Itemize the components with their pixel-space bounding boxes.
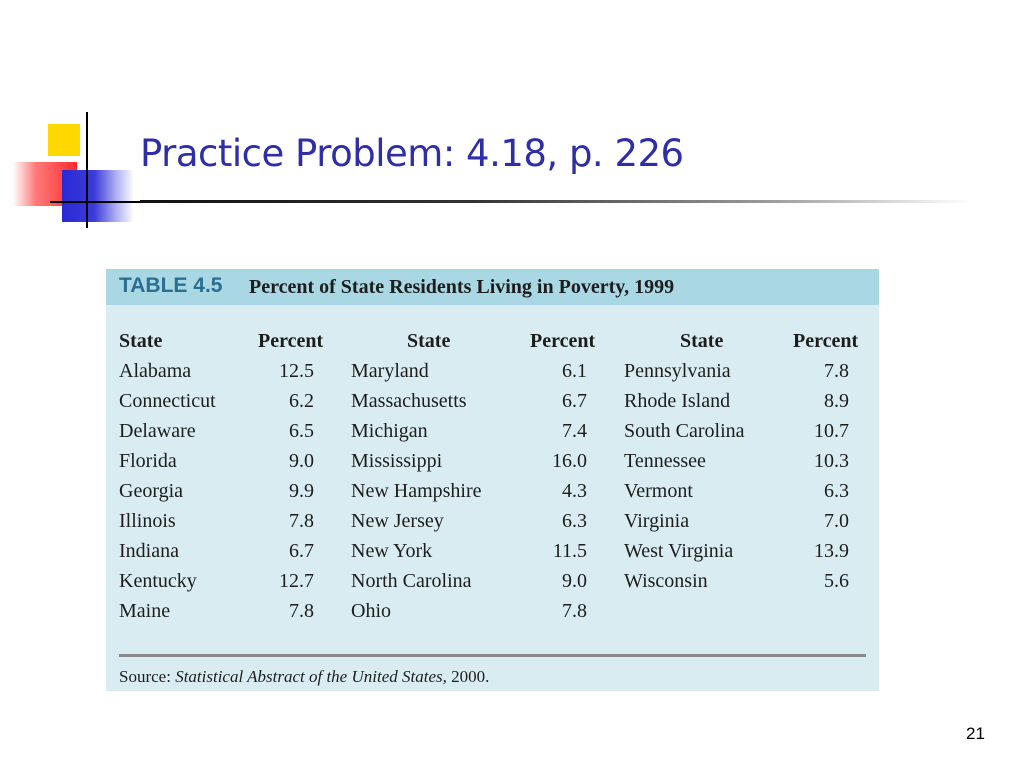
page-number: 21: [966, 724, 985, 743]
percent-cell: 9.0: [562, 570, 587, 592]
column-header-percent: Percent: [258, 330, 324, 352]
state-name-cell: Delaware: [119, 420, 196, 442]
yellow-square: [48, 124, 80, 156]
source-suffix: 2000.: [446, 667, 490, 686]
slide-title: Practice Problem: 4.18, p. 226: [140, 132, 684, 175]
percent-cell: 7.8: [289, 510, 314, 532]
percent-cell: 7.0: [824, 510, 849, 532]
state-name-cell: Michigan: [351, 420, 428, 442]
percent-cell: 6.2: [289, 390, 314, 412]
percent-cell: 8.9: [824, 390, 849, 412]
state-name-cell: Mississippi: [351, 450, 443, 472]
state-name-cell: Maryland: [351, 360, 429, 382]
state-name-cell: Indiana: [119, 540, 179, 562]
poverty-table: [106, 269, 879, 691]
state-name-cell: Virginia: [624, 510, 690, 532]
state-name-cell: Alabama: [119, 360, 192, 382]
state-name-cell: West Virginia: [624, 540, 734, 562]
percent-cell: 6.3: [824, 480, 849, 502]
state-name-cell: New York: [351, 540, 433, 562]
percent-cell: 11.5: [552, 540, 587, 562]
column-header-state: State: [119, 330, 163, 352]
percent-cell: 16.0: [552, 450, 587, 472]
percent-cell: 12.5: [279, 360, 314, 382]
state-name-cell: South Carolina: [624, 420, 745, 442]
logo-horizontal-line: [50, 201, 150, 203]
percent-cell: 7.8: [824, 360, 849, 382]
title-underline: [140, 200, 970, 203]
percent-cell: 12.7: [279, 570, 314, 592]
state-name-cell: Kentucky: [119, 570, 197, 592]
percent-cell: 10.7: [814, 420, 849, 442]
column-header-percent: Percent: [530, 330, 596, 352]
percent-cell: 6.3: [562, 510, 587, 532]
percent-cell: 6.1: [562, 360, 587, 382]
column-header-percent: Percent: [793, 330, 859, 352]
percent-cell: 10.3: [814, 450, 849, 472]
percent-cell: 6.5: [289, 420, 314, 442]
state-name-cell: Georgia: [119, 480, 184, 502]
state-name-cell: Florida: [119, 450, 177, 472]
state-name-cell: Connecticut: [119, 390, 216, 412]
state-name-cell: Maine: [119, 600, 171, 622]
percent-cell: 7.4: [562, 420, 587, 442]
state-name-cell: Pennsylvania: [624, 360, 731, 382]
table-caption: Percent of State Residents Living in Poverty, 1999: [249, 276, 675, 298]
table-source: [119, 667, 489, 687]
state-name-cell: Massachusetts: [351, 390, 467, 412]
column-header-state: State: [407, 330, 451, 352]
percent-cell: 9.9: [289, 480, 314, 502]
percent-cell: 9.0: [289, 450, 314, 472]
state-name-cell: New Jersey: [351, 510, 444, 532]
state-name-cell: New Hampshire: [351, 480, 482, 502]
table-header-bar: [106, 269, 879, 305]
slide-logo-decoration: [0, 100, 150, 235]
percent-cell: 13.9: [814, 540, 849, 562]
source-title: Statistical Abstract of the United States,: [175, 667, 447, 686]
percent-cell: 5.6: [824, 570, 849, 592]
percent-cell: 6.7: [289, 540, 314, 562]
state-name-cell: Wisconsin: [624, 570, 708, 592]
state-name-cell: Rhode Island: [624, 390, 731, 412]
logo-vertical-line: [86, 112, 88, 228]
table-bottom-rule: [119, 654, 866, 657]
percent-cell: 7.8: [289, 600, 314, 622]
state-name-cell: Ohio: [351, 600, 391, 622]
source-prefix: Source:: [119, 667, 176, 686]
percent-cell: 7.8: [562, 600, 587, 622]
percent-cell: 6.7: [562, 390, 587, 412]
state-name-cell: North Carolina: [351, 570, 472, 592]
percent-cell: 4.3: [562, 480, 587, 502]
column-header-state: State: [680, 330, 724, 352]
state-name-cell: Vermont: [624, 480, 693, 502]
table-label: TABLE 4.5: [119, 274, 223, 297]
state-name-cell: Tennessee: [624, 450, 706, 472]
blue-square: [62, 170, 134, 222]
state-name-cell: Illinois: [119, 510, 176, 532]
